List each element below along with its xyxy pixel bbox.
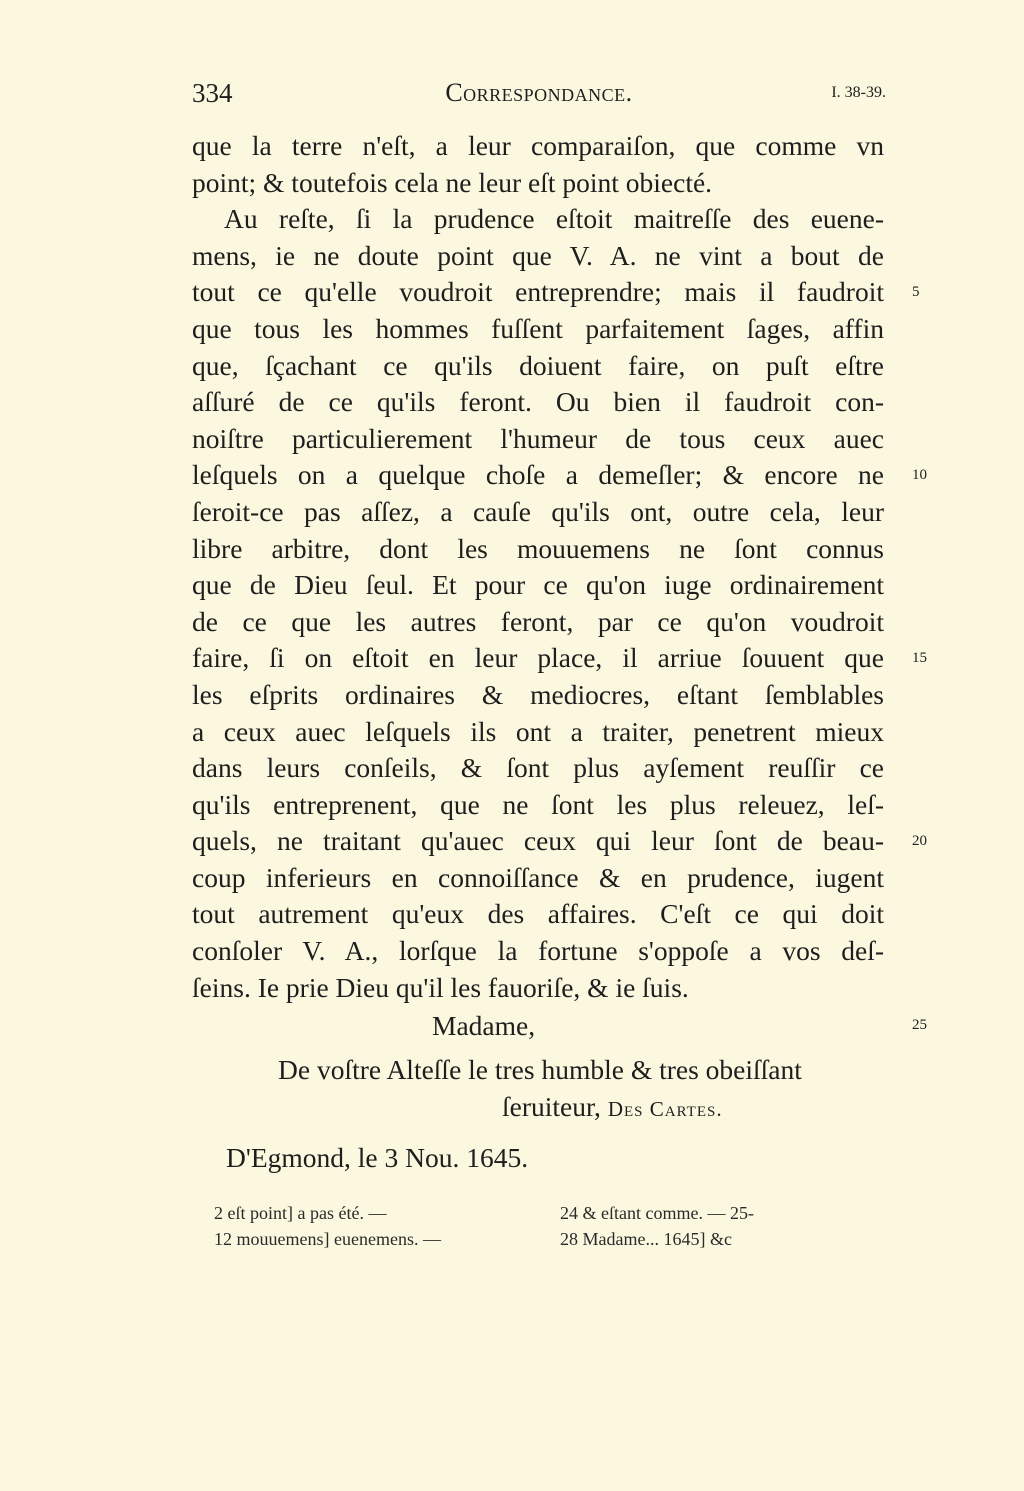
text-line: mens, ie ne doute point que V. A. ne vint a bout de	[192, 239, 884, 271]
text-line: que la terre n'eſt, a leur comparaiſon, que comme vn	[192, 130, 884, 161]
salutation: Madame,	[432, 1010, 536, 1041]
text-line: leſquels on a quelque choſe a demeſler; & encore ne	[192, 459, 884, 491]
footnote-row	[214, 1200, 754, 1226]
footnote: 24 & eſtant comme. — 25-	[560, 1203, 754, 1223]
text-line: de ce que les autres feront, par ce qu'on voudroit	[192, 605, 884, 637]
footnote: 2 eſt point] a pas été. —	[214, 1203, 387, 1223]
text-line: les eſprits ordinaires & mediocres, eſtant ſemblables	[192, 678, 884, 710]
servant-word: ſeruiteur,	[502, 1091, 601, 1122]
text-line: aſſuré de ce qu'ils feront. Ou bien il faudroit con-	[192, 386, 884, 418]
text-line: Au reſte, ſi la prudence eſtoit maitreſſe des euene-	[224, 203, 884, 235]
text-line: que tous les hommes fuſſent parfaitement ſages, affin	[192, 312, 884, 344]
page-header	[192, 78, 886, 118]
footnotes	[214, 1200, 754, 1252]
text-line: conſoler V. A., lorſque la fortune s'oppoſe a vos deſ-	[192, 935, 884, 967]
dateline: D'Egmond, le 3 Nou. 1645.	[226, 1142, 529, 1173]
text-line: coup inferieurs en connoiſſance & en prudence, iugent	[192, 861, 884, 893]
closing-signature-line	[502, 1091, 723, 1123]
line-number: 10	[912, 467, 927, 483]
running-title: Correspondance.	[445, 78, 633, 107]
text-line: dans leurs conſeils, & ſont plus ayſement reuſſir ce	[192, 752, 884, 784]
closing-formula: De voſtre Alteſſe le tres humble & tres obeiſſant	[278, 1054, 802, 1085]
text-line: quels, ne traitant qu'auec ceux qui leur ſont de beau-	[192, 825, 884, 857]
text-line: tout ce qu'elle voudroit entreprendre; mais il faudroit	[192, 276, 884, 308]
footnote-row	[214, 1226, 754, 1252]
text-line: libre arbitre, dont les mouuemens ne ſont connus	[192, 532, 884, 564]
text-line: que de Dieu ſeul. Et pour ce qu'on iuge ordinairement	[192, 569, 884, 601]
text-line: tout autrement qu'eux des affaires. C'eſt ce qui doit	[192, 898, 884, 930]
line-number: 20	[912, 833, 927, 849]
text-line: noiſtre particulierement l'humeur de tous ceux auec	[192, 422, 884, 454]
text-line: qu'ils entreprenent, que ne ſont les plus releuez, leſ-	[192, 788, 884, 820]
line-number: 5	[912, 284, 920, 300]
letter-body	[192, 128, 884, 1006]
page-number: 334	[192, 78, 233, 108]
text-line: a ceux auec leſquels ils ont a traiter, penetrent mieux	[192, 715, 884, 747]
signature: Des Cartes.	[607, 1097, 723, 1121]
line-number: 15	[912, 650, 927, 666]
page-reference: I. 38-39.	[831, 84, 886, 101]
footnote: 12 mouuemens] euenemens. —	[214, 1229, 441, 1249]
text-line: que, ſçachant ce qu'ils doiuent faire, on puſt eſtre	[192, 349, 884, 381]
line-number: 25	[912, 1017, 927, 1033]
text-line: faire, ſi on eſtoit en leur place, il arriue ſouuent que	[192, 642, 884, 674]
text-line: point; & toutefois cela ne leur eſt point obiecté.	[192, 166, 713, 198]
text-line: ſeroit-ce pas aſſez, a cauſe qu'ils ont, outre cela, leur	[192, 495, 884, 527]
text-line: ſeins. Ie prie Dieu qu'il les fauoriſe, & ie ſuis.	[192, 971, 689, 1003]
footnote: 28 Madame... 1645] &c	[560, 1229, 732, 1249]
